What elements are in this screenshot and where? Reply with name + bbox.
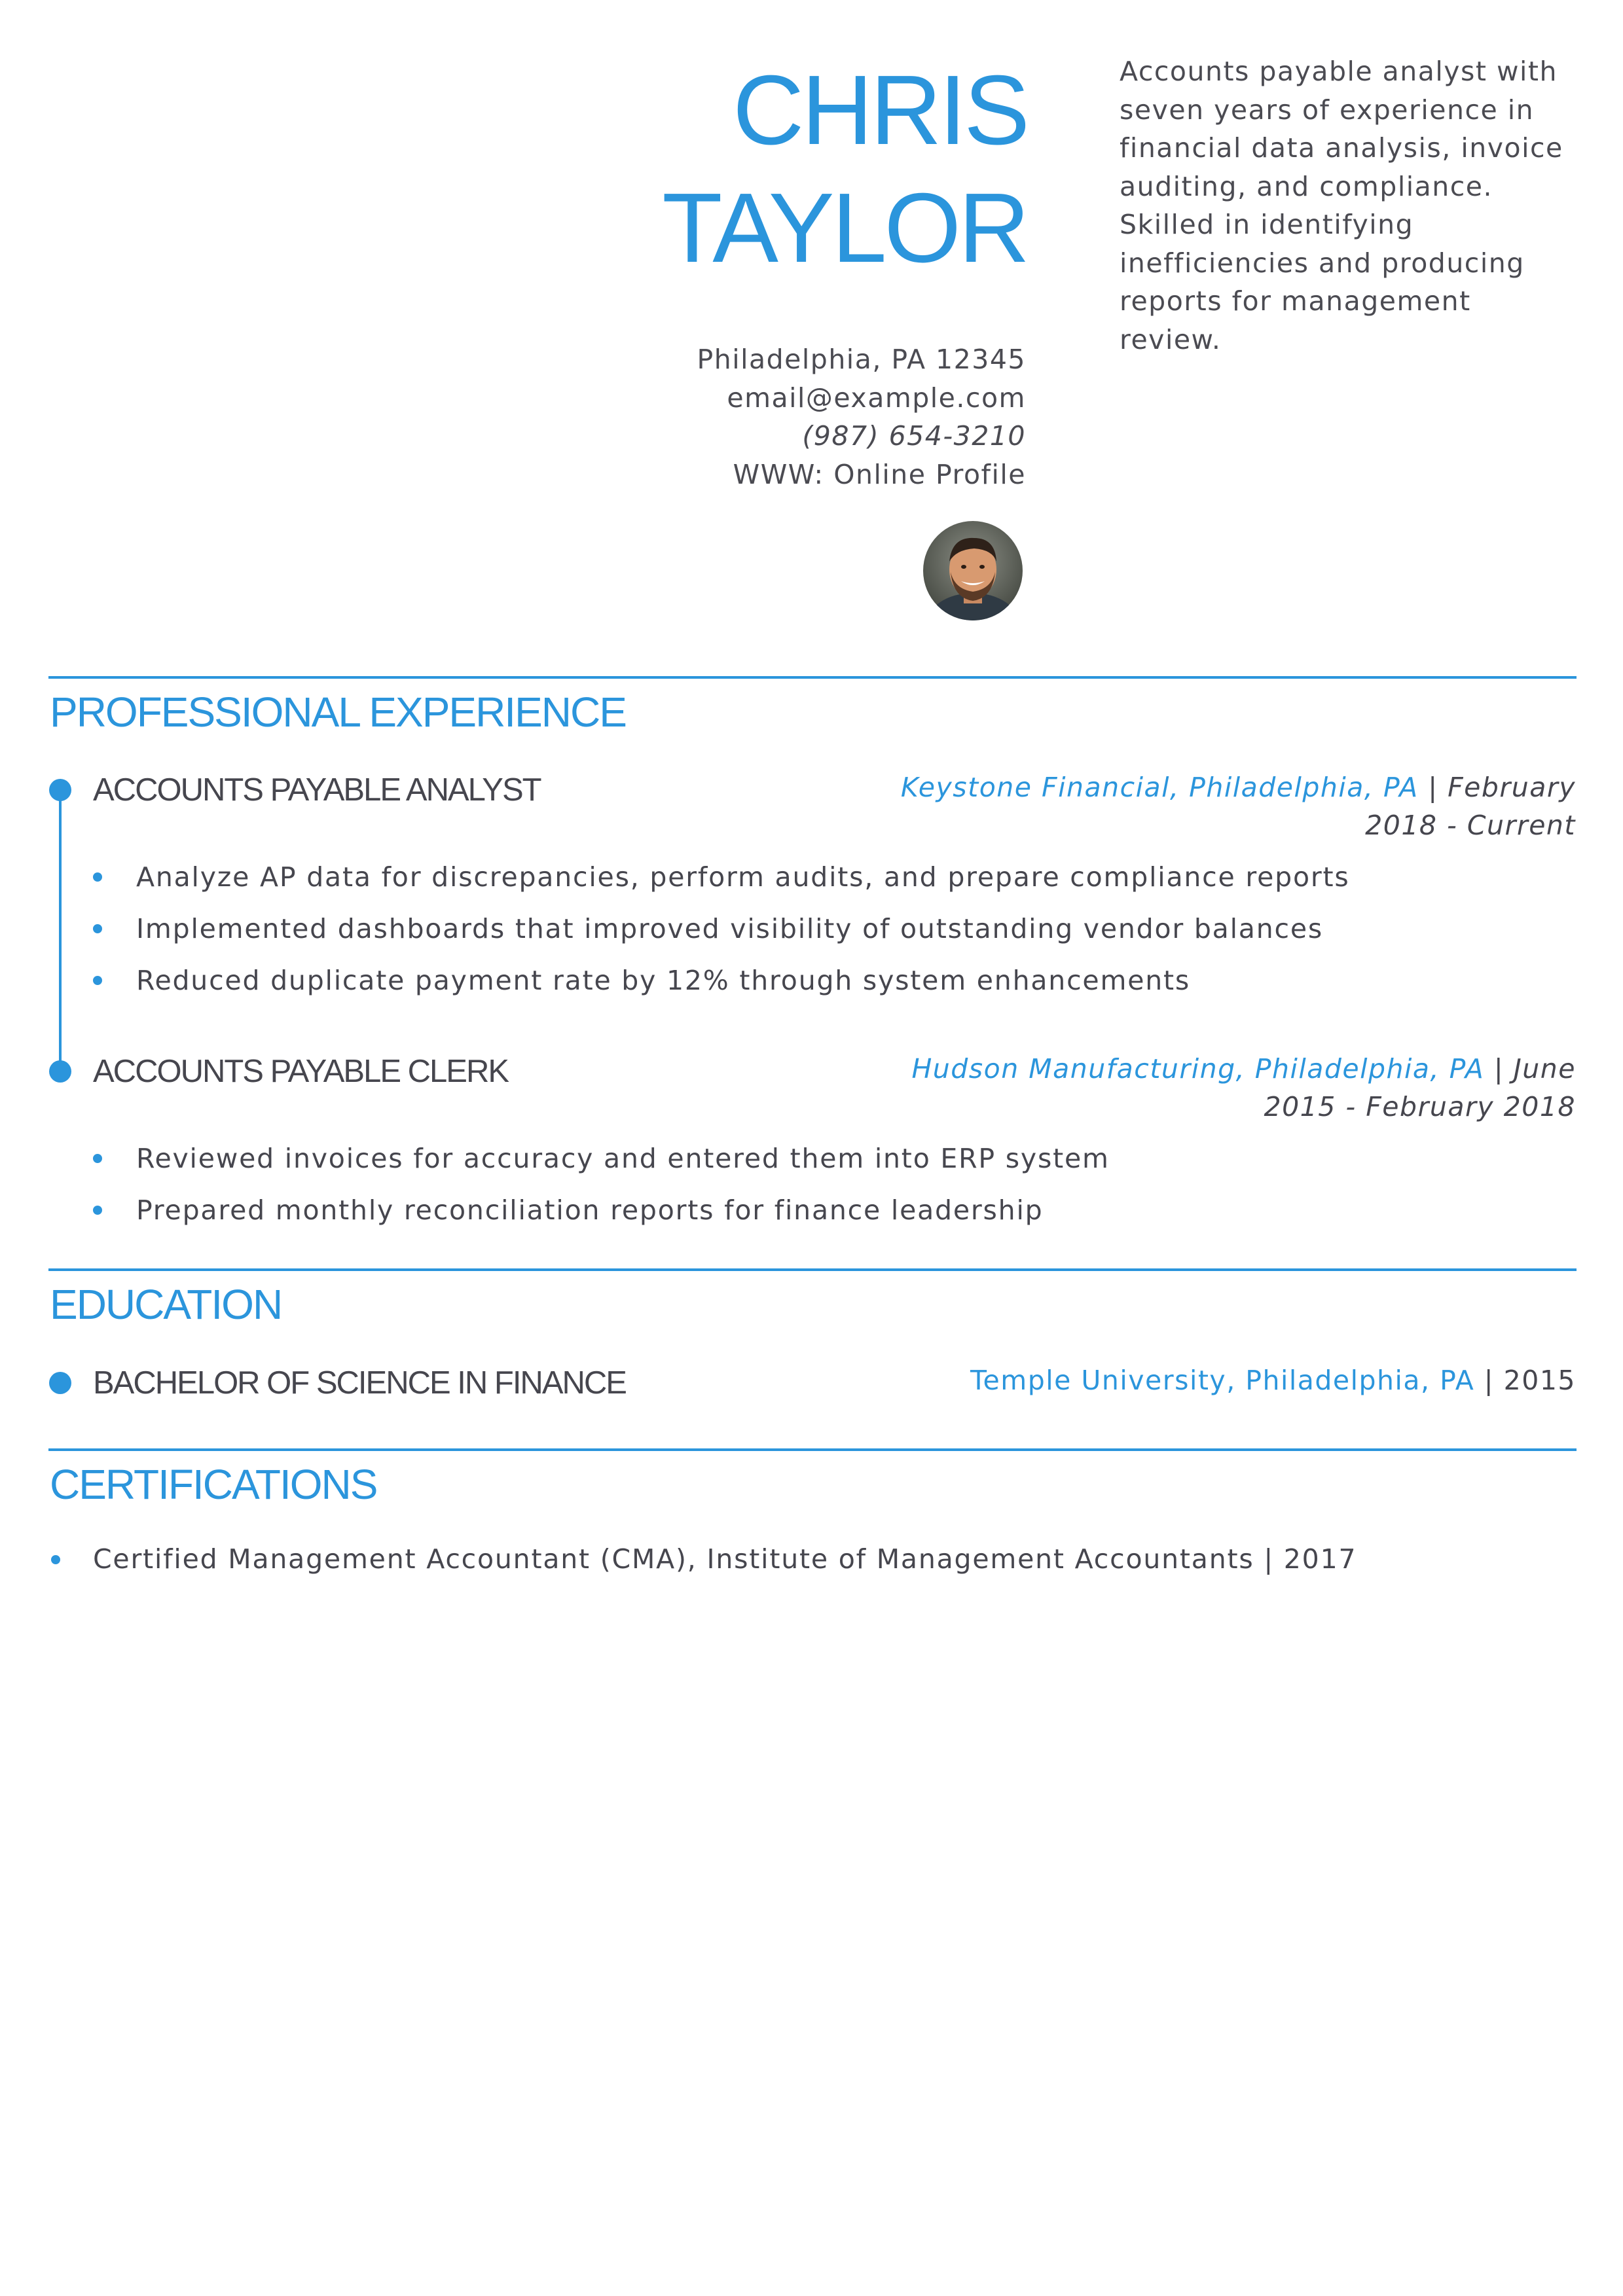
list-item: Reviewed invoices for accuracy and entered them into ERP system xyxy=(136,1143,1110,1174)
school-name: Temple University, Philadelphia, PA xyxy=(970,1365,1475,1396)
certifications-heading: CERTIFICATIONS xyxy=(50,1461,377,1508)
job-company: Keystone Financial, Philadelphia, PA xyxy=(900,772,1419,803)
job-company: Hudson Manufacturing, Philadelphia, PA xyxy=(911,1053,1485,1085)
candidate-name xyxy=(662,51,1027,287)
job-title: ACCOUNTS PAYABLE CLERK xyxy=(93,1054,509,1089)
section-divider xyxy=(48,1448,1577,1451)
contact-location: Philadelphia, PA 12345 xyxy=(697,344,1026,375)
section-divider xyxy=(48,676,1577,679)
job-meta xyxy=(856,1050,1576,1126)
contact-email[interactable]: email@example.com xyxy=(727,382,1026,414)
first-name: CHRIS xyxy=(733,54,1027,165)
list-item: Implemented dashboards that improved visibility of outstanding vendor balances xyxy=(136,913,1324,944)
list-item: Reduced duplicate payment rate by 12% through system enhancements xyxy=(136,965,1191,996)
graduation-year: 2015 xyxy=(1503,1365,1576,1396)
list-item: Prepared monthly reconciliation reports for finance leadership xyxy=(136,1194,1044,1226)
last-name: TAYLOR xyxy=(662,172,1027,283)
education-heading: EDUCATION xyxy=(50,1281,282,1328)
bullet-icon xyxy=(93,924,102,933)
bullet-icon xyxy=(93,1154,102,1163)
bullet-icon xyxy=(93,1206,102,1215)
job-separator: | xyxy=(1484,1053,1514,1085)
timeline-dot xyxy=(49,1372,71,1394)
timeline-line xyxy=(59,792,62,1073)
degree-title: BACHELOR OF SCIENCE IN FINANCE xyxy=(93,1365,626,1401)
education-separator: | xyxy=(1474,1365,1504,1396)
professional-summary: Accounts payable analyst with seven years of experience in financial data analysis, invoice auditing, and compliance. Skilled in identifying inefficiencies and producing reports for management review. xyxy=(1120,56,1563,355)
contact-phone[interactable]: (987) 654-3210 xyxy=(802,420,1026,452)
list-item: Analyze AP data for discrepancies, perform audits, and prepare compliance reports xyxy=(136,861,1350,893)
certification-item: Certified Management Accountant (CMA), Institute of Management Accountants | 2017 xyxy=(93,1543,1357,1575)
job-dates: February 2018 - Current xyxy=(1365,772,1576,841)
job-separator: | xyxy=(1418,772,1448,803)
avatar xyxy=(923,521,1023,620)
contact-info xyxy=(697,340,1026,493)
job-title: ACCOUNTS PAYABLE ANALYST xyxy=(93,772,541,808)
bullet-icon xyxy=(93,976,102,985)
bullet-icon xyxy=(93,872,102,882)
timeline-dot xyxy=(49,779,71,801)
bullet-icon xyxy=(51,1555,60,1564)
section-divider xyxy=(48,1268,1577,1271)
education-meta xyxy=(856,1361,1576,1399)
experience-heading: PROFESSIONAL EXPERIENCE xyxy=(50,689,626,736)
job-meta xyxy=(856,768,1576,844)
profile-photo-icon xyxy=(923,521,1023,620)
job-dates: June 2015 - February 2018 xyxy=(1264,1053,1576,1122)
timeline-dot xyxy=(49,1060,71,1083)
contact-website[interactable]: WWW: Online Profile xyxy=(733,458,1026,490)
